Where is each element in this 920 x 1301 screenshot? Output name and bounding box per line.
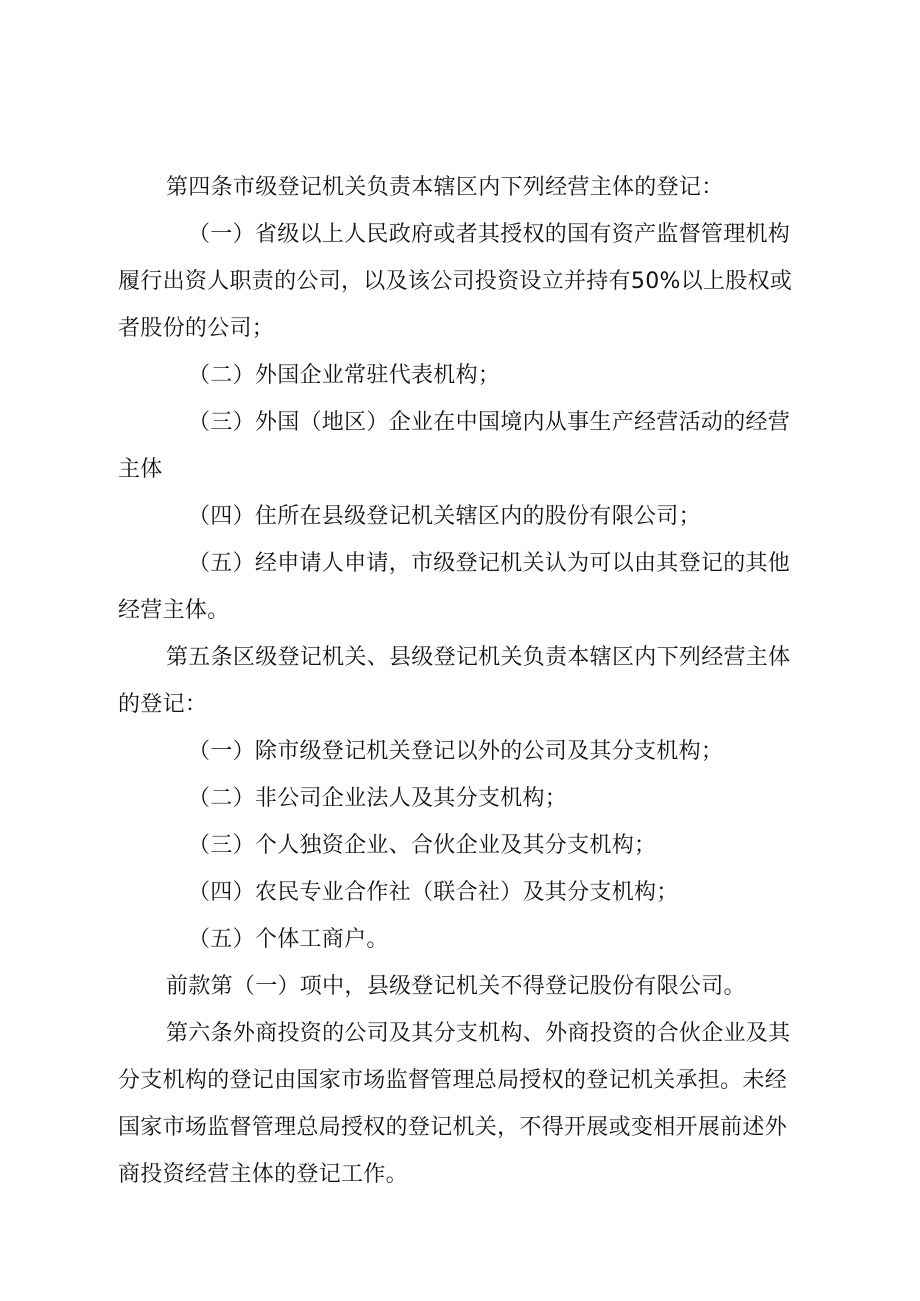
article-4-item-1: （一）省级以上人民政府或者其授权的国有资产监督管理机构履行出资人职责的公司，以及该公司投资设立并持有50%以上股权或者股份的公司； bbox=[118, 222, 793, 341]
article-4-item-4: （四）住所在县级登记机关辖区内的股份有限公司； bbox=[188, 504, 701, 529]
article-5-item-1: （一）除市级登记机关登记以外的公司及其分支机构； bbox=[188, 739, 724, 764]
article-5-intro: 第五条区级登记机关、县级登记机关负责本辖区内下列经营主体的登记： bbox=[118, 645, 791, 717]
article-4-item-3: （三）外国（地区）企业在中国境内从事生产经营活动的经营主体 bbox=[118, 410, 791, 482]
article-5-item-2: （二）非公司企业法人及其分支机构； bbox=[188, 786, 568, 811]
article-4-intro: 第四条市级登记机关负责本辖区内下列经营主体的登记： bbox=[166, 175, 724, 200]
article-4-item-5: （五）经申请人申请，市级登记机关认为可以由其登记的其他经营主体。 bbox=[118, 551, 791, 623]
article-5-note: 前款第（一）项中，县级登记机关不得登记股份有限公司。 bbox=[166, 974, 746, 999]
article-5-item-4: （四）农民专业合作社（联合社）及其分支机构； bbox=[188, 880, 679, 905]
article-6: 第六条外商投资的公司及其分支机构、外商投资的合伙企业及其分支机构的登记由国家市场监督管理总局授权的登记机关承担。未经国家市场监督管理总局授权的登记机关，不得开展或变相开展前述外商投资经营主体的登记工作。 bbox=[118, 1021, 791, 1187]
article-5-item-5: （五）个体工商户。 bbox=[188, 927, 389, 952]
article-4-item-2: （二）外国企业常驻代表机构； bbox=[188, 363, 501, 388]
article-5-item-3: （三）个人独资企业、合伙企业及其分支机构； bbox=[188, 833, 657, 858]
document-body bbox=[118, 164, 808, 1198]
